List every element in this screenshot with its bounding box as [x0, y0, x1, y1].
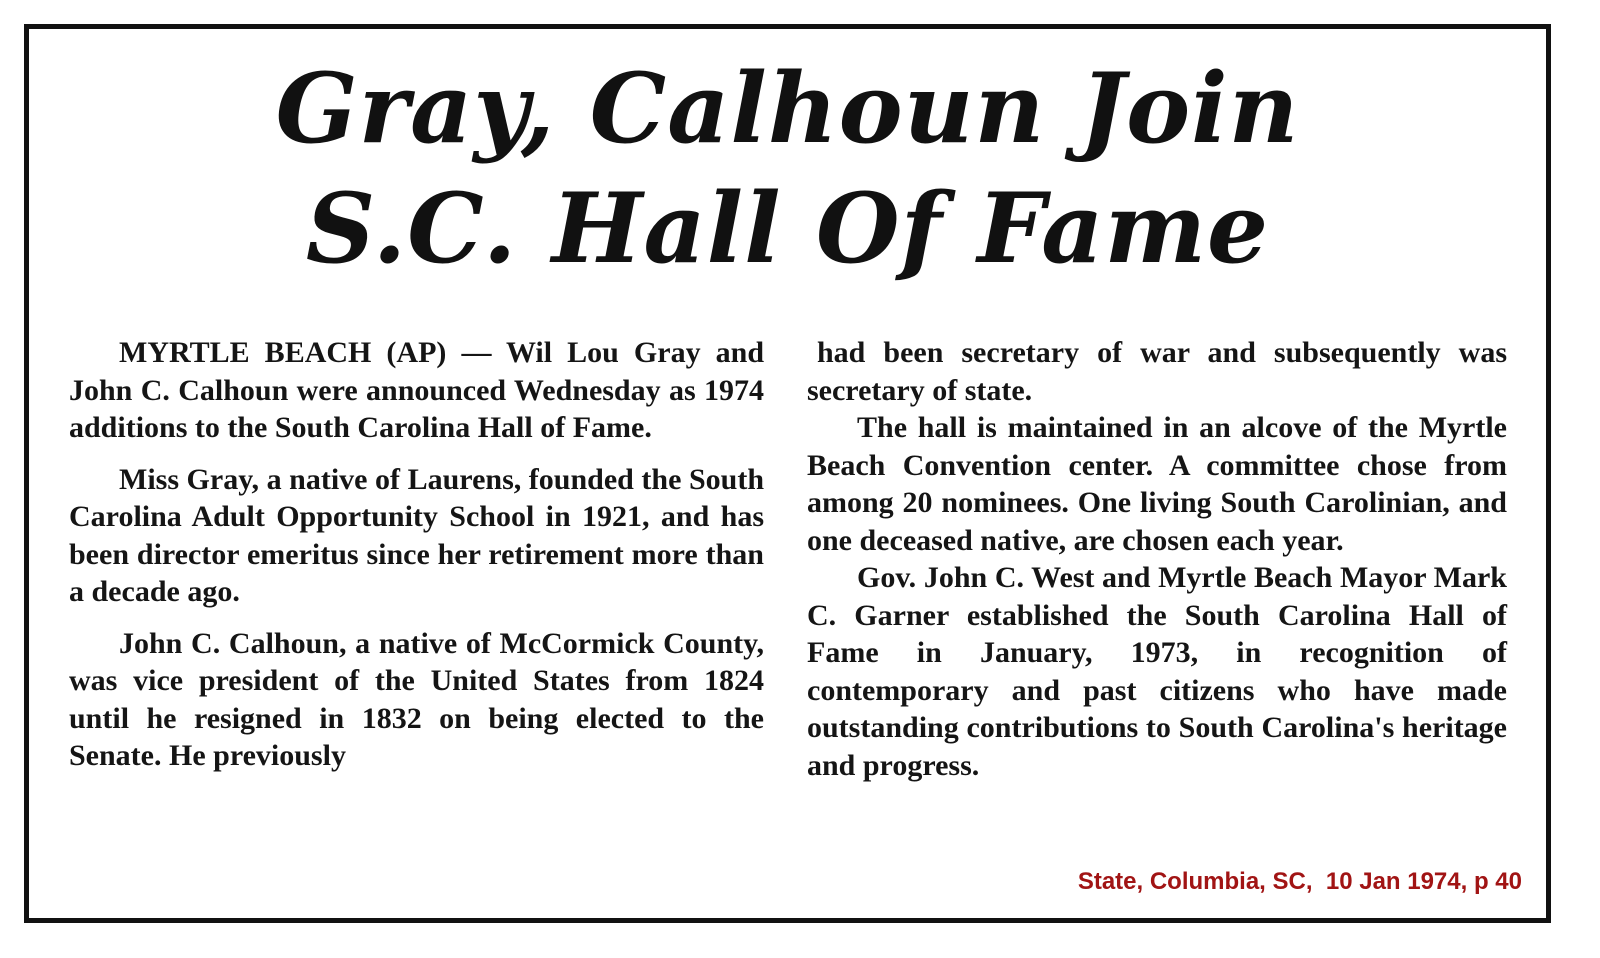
paragraph: Gov. John C. West and Myrtle Beach Mayor Mark C. Garner established the South Carolina Hall of Fame in January, 1973, in recognition of contemporary and past citizens who have made outstanding contributions to South Carolina's heritage and progress. [807, 561, 1507, 782]
paragraph: Miss Gray, a native of Laurens, founded the South Carolina Adult Opportunity School in 1921, and has been director emeritus since her retirement more than a decade ago. [69, 462, 764, 608]
paragraph: The hall is maintained in an alcove of the Myrtle Beach Convention center. A committee chose from among 20 nominees. One living South Carolinian, and one deceased native, are chosen each year. [807, 411, 1507, 557]
paragraph: MYRTLE BEACH (AP) — Wil Lou Gray and John C. Calhoun were announced Wednesday as 1974 additions to the South Carolina Hall of Fame. [69, 336, 764, 444]
headline-line-1: Gray, Calhoun Join [275, 52, 1300, 165]
paragraph: had been secretary of war and subsequently was secretary of state. [807, 336, 1507, 407]
clipping-frame [24, 24, 1551, 923]
source-citation: State, Columbia, SC, 10 Jan 1974, p 40 [1077, 868, 1522, 895]
paragraph: John C. Calhoun, a native of McCormick County, was vice president of the United States from 1824 until he resigned in 1832 on being elected to the Senate. He previously [69, 626, 764, 772]
headline-line-2: S.C. Hall Of Fame [305, 172, 1270, 285]
headline [29, 49, 1546, 289]
right-column [807, 334, 1507, 784]
left-column [69, 334, 764, 775]
